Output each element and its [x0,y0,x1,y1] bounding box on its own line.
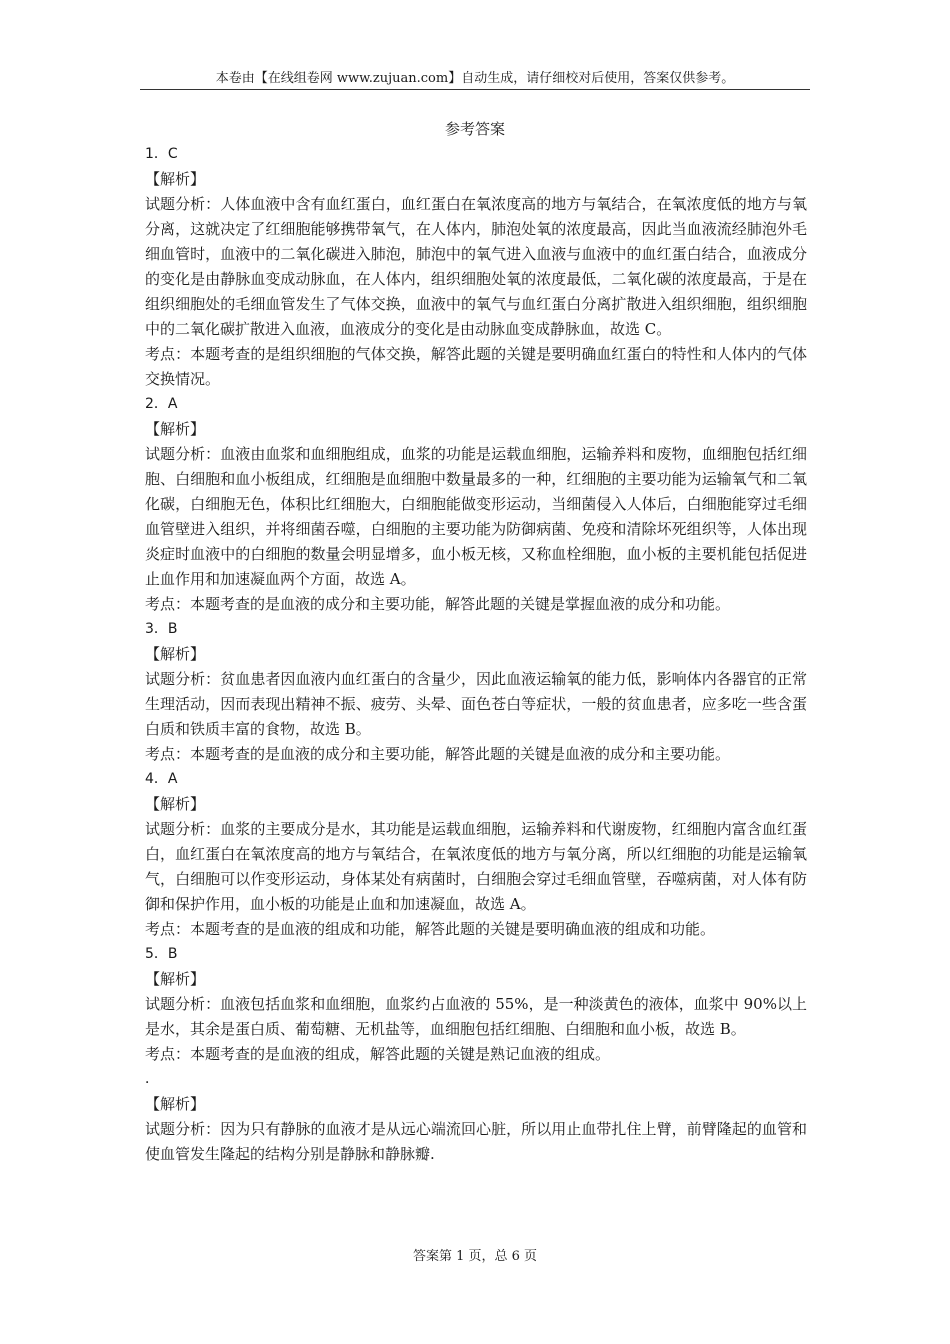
analysis-tag: 【解析】 [145,170,206,188]
answer-number: 1．C [145,146,178,162]
analysis-tag: 【解析】 [145,420,206,438]
answer-item-3 [145,617,807,767]
answer-number: 4．A [145,771,178,787]
analysis-text: 试题分析：因为只有静脉的血液才是从远心端流回心脏，所以用止血带扎住上臂，前臂隆起的血管和使血管发生隆起的结构分别是静脉和静脉瓣. [145,1120,807,1163]
analysis-text: 试题分析：血液包括血浆和血细胞，血浆约占血液的 55%，是一种淡黄色的液体，血浆中 90%以上是水，其余是蛋白质、葡萄糖、无机盐等，血细胞包括红细胞、白细胞和血小板，故选 B。 [145,995,807,1038]
answer-item-5 [145,942,807,1067]
page-header: 本卷由【在线组卷网 www.zujuan.com】自动生成，请仔细校对后使用，答案仅供参考。 [215,71,735,86]
header-divider [140,89,810,90]
page-footer: 答案第 1 页，总 6 页 [412,1249,538,1264]
answer-item-2 [145,392,807,617]
analysis-tag: 【解析】 [145,970,206,988]
analysis-text: 试题分析：血浆的主要成分是水，其功能是运载血细胞，运输养料和代谢废物，红细胞内富含血红蛋白，血红蛋白在氧浓度高的地方与氧结合，在氧浓度低的地方与氧分离，所以红细胞的功能是运输氧气，白细胞可以作变形运动，身体某处有病菌时，白细胞会穿过毛细血管壁，吞噬病菌，对人体有防御和保护作用，血小板的功能是止血和加速凝血，故选 A。 [145,820,807,913]
knowledge-point: 考点：本题考查的是血液的组成和功能，解答此题的关键是要明确血液的组成和功能。 [145,920,716,938]
answer-item-6 [145,1067,807,1167]
answer-number: 5．B [145,946,178,962]
analysis-text: 试题分析：人体血液中含有血红蛋白，血红蛋白在氧浓度高的地方与氧结合，在氧浓度低的地方与氧分离，这就决定了红细胞能够携带氧气，在人体内，肺泡处氧的浓度最高，因此当血液流经肺泡外毛细血管时，血液中的二氧化碳进入肺泡，肺泡中的氧气进入血液与血液中的血红蛋白结合，血液成分的变化是由静脉血变成动脉血，在人体内，组织细胞处氧的浓度最低，二氧化碳的浓度最高，于是在组织细胞处的毛细血管发生了气体交换，血液中的氧气与血红蛋白分离扩散进入组织细胞，组织细胞中的二氧化碳扩散进入血液，血液成分的变化是由动脉血变成静脉血，故选 C。 [145,195,807,338]
knowledge-point: 考点：本题考查的是血液的成分和主要功能，解答此题的关键是血液的成分和主要功能。 [145,745,731,763]
analysis-text: 试题分析：血液由血浆和血细胞组成，血浆的功能是运载血细胞，运输养料和废物，血细胞包括红细胞、白细胞和血小板组成，红细胞是血细胞中数量最多的一种，红细胞的主要功能为运输氧气和二氧化碳，白细胞无色，体积比红细胞大，白细胞能做变形运动，当细菌侵入人体后，白细胞能穿过毛细血管壁进入组织，并将细菌吞噬，白细胞的主要功能为防御病菌、免疫和清除坏死组织等，人体出现炎症时血液中的白细胞的数量会明显增多，血小板无核，又称血栓细胞，血小板的主要机能包括促进止血作用和加速凝血两个方面，故选 A。 [145,445,807,588]
analysis-tag: 【解析】 [145,645,206,663]
analysis-tag: 【解析】 [145,1095,206,1113]
answer-item-4 [145,767,807,942]
answer-number: 2．A [145,396,178,412]
answer-item-1 [145,142,807,392]
knowledge-point: 考点：本题考查的是血液的组成，解答此题的关键是熟记血液的组成。 [145,1045,611,1063]
analysis-tag: 【解析】 [145,795,206,813]
knowledge-point: 考点：本题考查的是血液的成分和主要功能，解答此题的关键是掌握血液的成分和功能。 [145,595,731,613]
answer-list [145,142,807,1167]
analysis-text: 试题分析：贫血患者因血液内血红蛋白的含量少，因此血液运输氧的能力低，影响体内各器官的正常生理活动，因而表现出精神不振、疲劳、头晕、面色苍白等症状，一般的贫血患者，应多吃一些含蛋白质和铁质丰富的食物，故选 B。 [145,670,807,738]
answer-number: 3．B [145,621,178,637]
knowledge-point: 考点：本题考查的是组织细胞的气体交换，解答此题的关键是要明确血红蛋白的特性和人体内的气体交换情况。 [145,345,807,388]
answer-number: ． [145,1071,159,1087]
page-title: 参考答案 [444,120,505,138]
